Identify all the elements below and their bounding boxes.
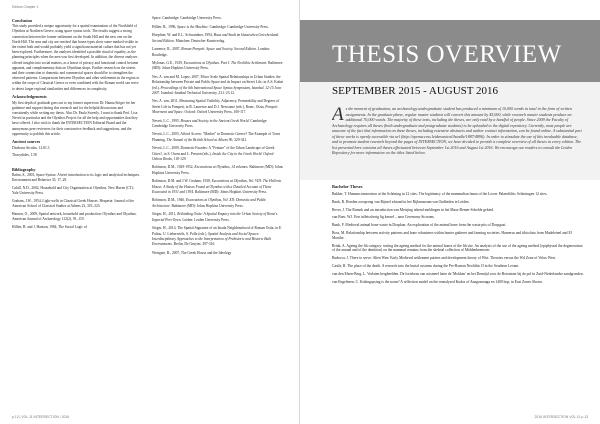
reference-authors: Laurence, R., 2007, [152,47,182,52]
thesis-entry: van den Elzen-Berg, L. Verlaten bergbeelden. De fortekens van rotsmeel laten de 'Mokken' en het Demtijd voor de Betontour bij de pol in Zuid-Nederlandse zandgronden. [332,271,584,276]
reference-authors: Nevett, L.C., 2005, Afford Access: "Market" in Domestic Greece? The Example of Town Planning, [152,132,281,142]
reference-entry [152,25,284,30]
reference-authors: Stöger, H., 2014, The Spatial Signature of an Insula Neighbourhood of Roman Ostia, in E. Paliou, U. Lieberwirth, S. Polla (eds.), [152,226,282,236]
reference-authors: Hoepfner, W. and E.L. Schwandner, 1994, [152,33,214,38]
bibliography-item: Bafna, S., 2003, Space Syntax: A brief introduction to its logic and analytical techniques. Environment and Behavior 35, 17–29. [12,173,140,183]
reference-authors: Westgate, R., 2007, The Greek House and the Ideology [152,250,232,255]
reference-entry [152,212,284,222]
reference-title: Spatial Analysis and Social Spaces: Interdisciplinary Approaches to the Interpretation of Prehistoric and Historic Built Environments. [152,231,272,246]
bibliography-item: Hillier, B. and J. Hanson, 1984, The Social Logic of [12,224,87,229]
bibliography-item: Graham, J.W., 1954, Light-wells in Classical Greek Houses. Hesperia: Journal of the American School of Classical Studies at Athens 23, 319–323. [12,199,134,209]
abstract-text: s the moment of graduation, an archaeology undergraduate student has produced a minimum of 10,000 words in total in the form of written assignments. In the graduate phase, regular master students will convert this amount by 45,000, while research master students produce an additional 70,000 words. The majority of these texts, including the theses, are only read by a handful of people. Since 2009 the Faculty of Archaeology requires all theses (both undergraduate and postgraduate students) to be uploaded to the digital repository. Currently, most people are unaware of the fact that information on these theses, including extensive abstracts and author contact information, can be found online. A substantial part of these works is openly accessible via url (http://openaccess.leidenuniv.nl/handle/1887/4896). In order to stimulate the use of this invaluable database, and to promote student research beyond the pages of INTERSECTION, we have decided to provide a complete overview of all theses in every edition. The list presented here contains all theses effectuated between September 1st 2016 and August 1st 2016. We encourage our readers to consult the Leiden Repository for more information on the titles listed below. [332,106,582,155]
reference-publisher: Oxford: Oxford University Press, 100-117. [183,109,247,114]
thesis-entry: Castle, R. The place of the death. A research into the burial customs during the Pre-Roman Neolithic II in the Southern Levant. [332,263,520,268]
reference-title: Rome, Ostia, Pompeii: Movement and Space. [152,104,279,114]
reference-entry [152,251,284,256]
thesis-entry: van Engelenen, C. Kokingspsing is the norm? A reflection model on the reanalysed Kudos of Anagosnanga en 1400 bop, in East Zones Shores. [332,279,543,284]
thesis-entry: van Boer, W.I. Een tafleischerig lig kernel – naar Ceremony Sicarum. [332,215,435,220]
drop-cap: A [332,106,344,125]
thesis-entry: Brink, A. Ageing the Ith category: testing the ageing method for the animal bones of the Ith site. An analysis of the use of the ageing method (epiphyseal the degeneration of the annual and of the dentition) on the mammal remains from the skeletal collection of Middenbeemster. [332,243,583,253]
reference-entry [152,33,284,43]
left-page [0,0,299,424]
left-column [12,16,140,411]
reference-title: Haus und Stadt im klassischen Griechenland. Second Edition. [152,33,280,43]
reference-title: Excavations at Olynthus. Part I. The Neolithic Settlement. [183,61,268,66]
reference-title: Roman Pompeii: Space and Society. Second Edition. [181,47,257,52]
page-title: THESIS OVERVIEW [332,41,562,68]
reference-publisher: 118-129. [172,156,187,161]
thesis-entry: Boss, M. Relationship between activity patterns and bone robustness within hunter gatherer and farming societies. Humerus and tibia data from Madeleinel and El Monthe. [332,230,572,240]
reference-publisher: London: Routledge. [152,47,270,57]
date-range-subtitle: SEPTEMBER 2015 - AUGUST 2016 [332,85,499,97]
reference-publisher: Baltimore (MD): Johns Hopkins University Press. [152,61,283,71]
acknowledgements-text: My first depth of gratitude goes out to my former supervisor Dr. Hanna Stöger for her guidance and support during this research and for the helpful discussions and consistently while writing my thesis. Also Dr. Paula Sweetly, I want to thank Prof. Lisa Nevett in particular and the Olynthos Project for all the help and opportunities that they have offered. I also wish to thank the INTERSECTION Editorial Board and the anonymous peer reviewers for their constructive feedback and suggestions, and the opportunity to publish this article. [12,100,138,136]
reference-title: Houses and Society in the Ancient Greek World. [180,118,250,123]
bibliography-heading: Bibliography [12,167,36,173]
acknowledgements-heading: Acknowledgements [12,94,47,100]
running-head: Editors Chapter 1 [12,5,39,9]
reference-authors: Robinson, D.M. and J.W. Graham, 1938, [152,179,212,184]
reference-entry [152,226,284,247]
reference-authors: Stöger, H., 2011, [152,212,178,217]
bibliography-item: Cahill, N.D., 2002, Household and City Organization at Olynthus. New Haven (CT): Yale University Press. [12,186,135,196]
left-page-footer: p.12 | VOL.11 INTERSECTION / 2016 [12,415,70,419]
reference-title: Space is the Machine. [177,24,209,29]
reference-title: Proceedings of the 6th International Space Syntax Symposium, Istanbul, 12-15 June 2007. [152,85,282,95]
bibliography-item: Hansen, O., 2009, Spatial network, household and production: Olynthos and Olynthus. American Journal of Archaeology 112(2), 91–119. [12,212,137,222]
reference-entry [152,119,284,129]
reference-entry [152,99,284,115]
reference-authors: Nevett, L.C., 2009, Domestic Facades: A "Feature" of the Urban Landscape of Greek Cities?, in S. Owen and L. Preston (eds.), [152,146,275,156]
thesis-entry: Bunk, F. Medieval animal bone waste in Dorpkan. An exploration of the animal bone from the waste pits of Dorpgast. [332,223,507,228]
reference-authors: Robinson, D.M., 1929-1952, [152,165,195,170]
reference-authors: Nevett, L.C., 1995, [152,118,181,123]
reference-entry [152,47,284,57]
reference-publisher: Baltimore (MD): Johns Hopkins University Press. [170,203,244,208]
reference-authors: Mylonas, G.E., 1929, [152,61,184,66]
overview-abstract [332,106,584,178]
reference-publisher: 90, 329-341. [227,137,248,142]
reference-authors: Nes, A. van, 2011, Measuring Spatial Visibility, Adjacency, Permeability and Degrees of Street Life in Pompeii, in R. Laurence and D.J. Newsome (eds.), [152,99,280,109]
reference-publisher: Baltimore (MD): Johns Hopkins University Press. [194,189,268,194]
reference-publisher: Cambridge: Cambridge University Press. [208,24,269,29]
reference-authors: Robinson, D.M., 1946, [152,198,186,203]
thesis-entry: Bakker, T. Humans immersion at the Schöning in 12 sites. The legitimacy of the mammalian fauna of the Lower Palaeolithic Schöningen 12 sites. [332,192,548,196]
reference-publisher: Istanbul: Istanbul Technical University, 23.1-23.12. [160,90,235,95]
ancient-source-item: Diodorus Siculus, 12.81.3 [12,145,50,150]
references-column [152,16,284,411]
reference-title: The Annual of the British School at Athens [166,137,228,142]
reference-entry [152,75,284,96]
thesis-entry: Bever, J. The Romek and an introduction van Meisjing tekend meldingen in het Maas-Demer-Schelde gebied. [332,207,495,212]
reference-publisher: Berlin, De Gruyter, 297-316. [172,241,216,246]
thesis-list [332,184,584,408]
right-page [300,0,600,424]
reference-authors: Space. Cambridge: Cambridge University Press. [152,16,222,20]
reference-publisher: München: Deutscher Kunstverlag. [174,38,226,43]
bachelor-theses-heading: Bachelor Theses [332,184,363,189]
thesis-overview-banner [300,20,600,180]
reference-publisher: Cambridge: Cambridge University Press. [152,118,268,128]
reference-publisher: Leiden: Leiden University Press. [181,217,230,222]
reference-entry [152,179,284,195]
reference-title: Excavations at Olynthus, 14 volumes. [194,165,249,170]
right-page-footer: 2016 INTERSECTION VOL.11 p.13 [534,415,588,419]
reference-publisher: Baltimore (MD): Johns Hopkins University Press. [152,165,283,175]
conclusion-heading: Conclusion [12,18,33,23]
reference-entry [152,165,284,175]
thesis-entry: Budrova, J. There to serve: Alien Wen: Early Medieval settlement pattern and development theory of Wirt. Theories versus the Wd Zone of Velux West. [332,256,556,261]
reference-entry [152,198,284,208]
ancient-source-item: Thucydides, 1.58 [12,153,37,158]
conclusion-text: This study provided a unique opportunity for a spatial examination of the Northfield of Olynthos at Northern Greece, using space syntax tools. The results suggest a strong connection between the former settlement on the South Hill and the new one on the North Hill. The area and city are reached that house types show some marked visible in the extent both and would probably yield a significant material culture that has not yet been explored. Furthermore, the analyses identified a possible ritual of equality, as the planning principles when the area was first developed. In addition, the diverse analyses offered insights into social matters, as a house of privacy and functional control became apparent, and complementary data on Olynthian shops. Further research on the streets and their connection to domestic and commercial spaces should be to strengthen the observed patterns. Comparisons between Olynthos and other settlements in the region or within the scope of Classical Greece or even combined with the Roman world can serve to detect larger regional similarities and differences in complexity. [12,24,140,91]
reference-title: Inside the City in the Greek World. Oxford: Oxbow Books, [152,151,275,161]
reference-entry [152,16,284,21]
reference-title: Excavations at Olynthus, Vol. XII: Domestic and Public Architecture. [152,198,267,208]
reference-entry [152,146,284,162]
thesis-entry: Bank, R. Hoeden oorsprong van Rijnsel afstand in het Rijkmuseum van Oudheden te Leiden. [332,199,470,204]
reference-entry [152,61,284,71]
reference-authors: Hillier, B., 1996, [152,24,178,29]
reference-authors: Nes, A. van and M. Lopez, 2007, Micro Scale Spatial Relationships in Urban Studies: the Relationship between Private and Public Space and its Impact on Street Life, in A.S. Kubat (ed.), [152,75,284,90]
reference-title: Rethinking Ostia: A Spatial Enquiry into the Urban Society of Rome's Imperial Port-Town. [152,212,278,222]
reference-entry [152,132,284,142]
reference-title: Excavations at Olynthus, Vol. VIII: The Hellenic House: A Study of the Houses Found at Olynthus with a Detailed Account of Those Excavated in 1931 and 1934. [152,179,282,194]
ancient-sources-heading: Ancient sources [12,139,41,145]
